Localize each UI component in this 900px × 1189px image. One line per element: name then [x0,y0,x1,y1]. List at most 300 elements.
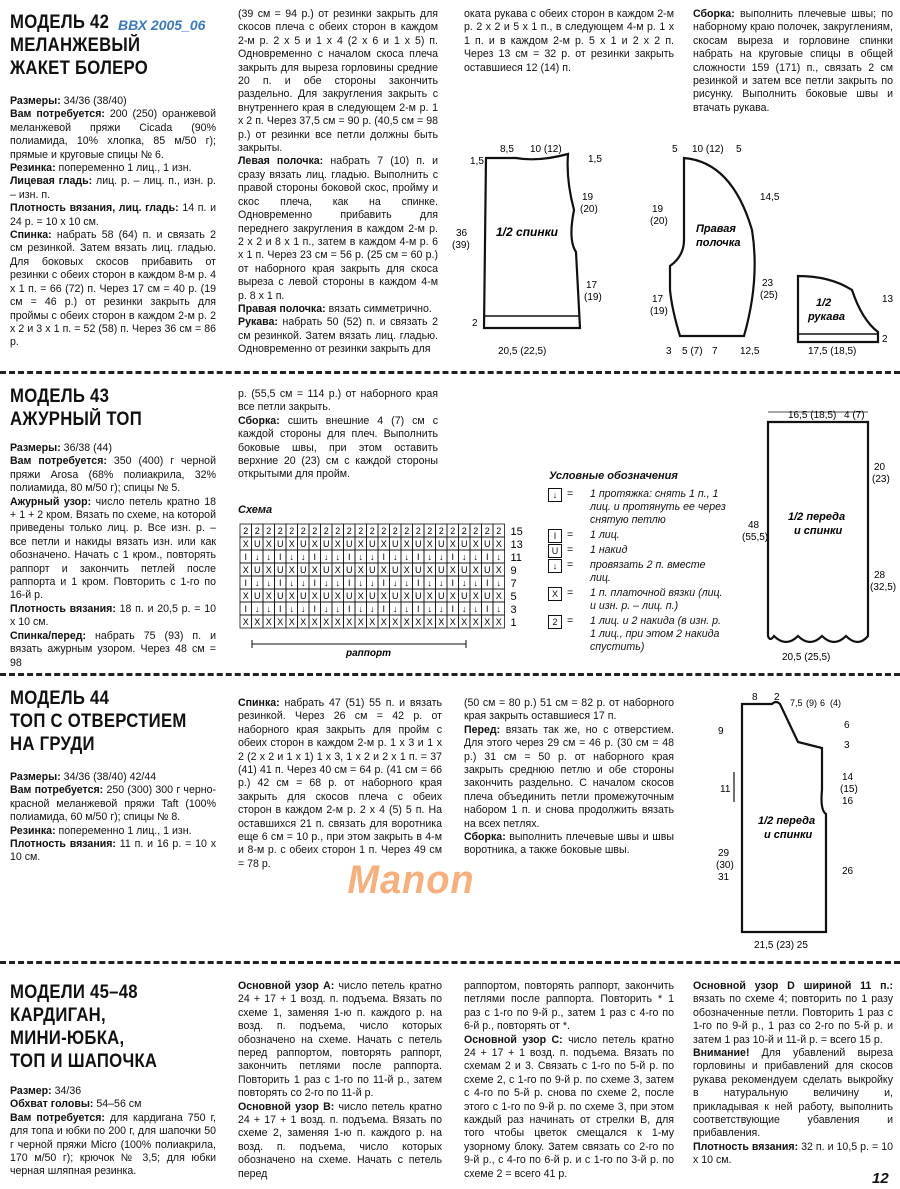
legend-item [548,559,728,585]
legend-equals: = [567,529,574,541]
chart-cell-symbol: I [244,578,248,588]
chart-cell-symbol: U [300,565,307,575]
m42-back-dim-width: 20,5 (22,5) [498,346,547,357]
paragraph-heading: Вам потребуется: [10,455,107,468]
m44-dim-t6: (4) [830,698,841,708]
m45-title-line2: КАРДИГАН, [10,1005,106,1026]
chart-cell-symbol: X [380,565,387,575]
paragraph-heading: Рукава: [238,316,278,329]
m42-front-dim-front-alt: (25) [760,290,778,301]
chart-cell-symbol: ↓ [335,578,340,588]
chart-cell-symbol: ↓ [427,604,432,614]
chart-cell-symbol: X [288,617,295,627]
chart-cell-symbol: U [323,565,330,575]
chart-cell-symbol: X [242,539,249,549]
paragraph-text: набрать 75 (93) п. и вязать ажурным узором. Через 48 см = 98 [10,629,216,669]
chart-cell-symbol: X [357,565,364,575]
m43-dim-side-alt: (32,5) [870,582,897,593]
chart-cell-symbol: U [438,565,445,575]
chart-cell-symbol: 2 [438,526,444,536]
chart-cell-symbol: ↓ [473,578,478,588]
paragraph-text: набрать 7 (10) п. и сразу вязать лиц. гладью. Выполнить с правой стороны боковой скос, пройму и скос плеча, как на спинке. Одновременно прибавить для переднего закругления в каждом 2-м р. 2 x 2 и 8 x 1 п., затем в каждом 4-м р. 6 x 1 п. Через 23 см = 56 р. (25 см = 60 р.) от наборного края закрыть для скоса выреза с левой стороны в каждом 4-м р. 8 x 1 п. [238,155,438,302]
paragraph [10,1112,216,1179]
chart-cell-symbol: ↓ [393,552,398,562]
paragraph [238,155,438,302]
chart-cell-symbol: 2 [289,526,295,536]
chart-cell-symbol: X [403,591,410,601]
chart-cell-symbol: I [313,552,317,562]
paragraph [464,1034,674,1181]
chart-row-number: 13 [510,539,523,551]
m45-column-3 [464,980,674,1181]
m42-back-dim-lower-alt: (19) [584,292,602,303]
m44-label-2: и спинки [764,829,813,841]
chart-cell-symbol: ↓ [462,604,467,614]
m43-dim-length-alt: (55,5) [742,532,769,543]
paragraph [10,630,216,670]
paragraph-text: 250 (300) 300 г черно-красной меланжевой пряжи Taft (100% полиамида, 60 м/50 г); спицы № 8. [10,784,217,824]
chart-row-number: 15 [510,526,523,538]
paragraph-heading: Основной узор D шириной 11 п.: [693,980,893,992]
chart-cell-symbol: U [254,539,261,549]
paragraph [10,229,216,350]
m42-back-dim-neck-depth: 1,5 [588,154,602,165]
paragraph-text: лиц. р. – лиц. п., изн. р. – изн. п. [10,175,216,201]
paragraph-heading: Лицевая гладь: [10,175,93,188]
m42-front-dim-lower: 17 [652,294,664,305]
paragraph-text: 34/36 (38/40) 42/44 [60,771,157,783]
chart-cell-symbol: X [357,591,364,601]
paragraph-heading: Основной узор А: [238,980,335,992]
chart-cell-symbol: U [415,539,422,549]
m44-dim-lower-alt2: 31 [718,872,730,883]
m44-title-line2: ТОП С ОТВЕРСТИЕМ [10,711,187,732]
m42-sleeve-label-2: рукава [808,311,845,323]
m42-title-line2: МЕЛАНЖЕВЫЙ [10,35,141,56]
paragraph [238,388,438,415]
m45-title-line1: МОДЕЛИ 45–48 [10,982,138,1003]
chart-cell-symbol: X [334,565,341,575]
paragraph-text: 18 п. и 20,5 р. = 10 x 10 см. [10,602,216,629]
chart-cell-symbol: U [461,565,468,575]
chart-row-number: 5 [510,591,517,603]
chart-cell-symbol: U [484,591,491,601]
chart-cell-symbol: I [451,578,455,588]
paragraph [238,415,438,482]
chart-cell-symbol: U [392,565,399,575]
chart-cell-symbol: X [426,617,433,627]
legend-text: 1 лиц. [590,529,620,541]
chart-cell-symbol: U [438,539,445,549]
m45-column-4 [693,980,893,1168]
m44-dim-lower: 29 [718,848,730,859]
m45-column-1 [10,1085,216,1179]
chart-cell-symbol: X [495,565,502,575]
chart-cell-symbol: ↓ [370,578,375,588]
paragraph-heading: Правая полочка: [238,302,326,315]
chart-cell-symbol: X [403,539,410,549]
paragraph [238,303,438,316]
m43-scheme-chart [236,520,536,660]
chart-cell-symbol: ↓ [289,552,294,562]
chart-cell-symbol: I [416,604,420,614]
m42-front-dim-top1: 5 [672,144,678,155]
paragraph [10,603,216,630]
m43-title-line2: АЖУРНЫЙ ТОП [10,409,142,430]
paragraph-heading: Размер: [10,1085,52,1097]
paragraph [693,1047,893,1141]
m43-label-1: 1/2 переда [788,511,846,523]
m42-back-dim-rib: 2 [472,318,478,329]
m42-front-dim-b4: 12,5 [740,346,760,357]
paragraph-heading: Размеры: [10,442,61,454]
paragraph-text: раппортом, повторять раппорт, закончить петлями после раппорта. Повторить * 1 раз с 1-го по 9-й р., затем 1 раз с 4-го по 6-й р., повторять от *. [464,980,674,1033]
m43-label-2: и спинки [794,525,843,537]
chart-cell-symbol: 2 [369,526,375,536]
chart-cell-symbol: ↓ [473,552,478,562]
magazine-label: ВВХ 2005_06 [118,17,206,33]
m43-diagram [740,404,900,674]
chart-cell-symbol: ↓ [358,578,363,588]
chart-cell-symbol: ↓ [370,604,375,614]
chart-cell-symbol: ↓ [301,552,306,562]
chart-cell-symbol: ↓ [255,578,260,588]
chart-cell-symbol: X [426,591,433,601]
chart-cell-symbol: 2 [473,526,479,536]
paragraph [10,771,216,784]
paragraph-heading: Вам потребуется: [10,1111,105,1124]
chart-cell-symbol: U [369,591,376,601]
chart-cell-symbol: I [244,552,248,562]
chart-cell-symbol: X [472,617,479,627]
m42-back-dim-neck: 10 (12) [530,144,562,155]
paragraph-heading: Спинка: [10,229,52,242]
chart-cell-symbol: ↓ [335,604,340,614]
m43-legend [548,488,728,656]
legend-equals: = [567,544,574,556]
m42-front-dim-armhole-alt: (20) [650,216,668,227]
m42-back-dim-armhole-alt: (20) [580,204,598,215]
chart-cell-symbol: X [265,565,272,575]
paragraph-text: число петель кратно 24 + 17 + 1 возд. п. подъема. Вязать по схемам 2 и 3. Связать с 1-го по 5-й р. по схеме 2, с 1-го по 9-й р. по схеме 3, затем с 4-го по 5-й р. снова по схеме 2, после этого с 1-го по 9-й р. по схеме 3, при этом каждый раз начинать от стрелки В, для того чтобы цветок смещался к 1-му узорному блоку. Затем связать со 2-го по 9-й р., с 4-го по 6-й р. и с 1-го по 3-й р. по схеме 2 = всего 41 р. [464,1033,674,1180]
paragraph [10,162,216,175]
m43-scheme-label: Схема [238,504,273,516]
m42-sleeve-dim-width: 17,5 (18,5) [808,346,857,357]
m44-dim-width: 21,5 (23) 25 [754,940,808,951]
chart-cell-symbol: 2 [266,526,272,536]
paragraph-heading: Плотность вязания: [10,838,116,851]
paragraph [10,838,216,865]
chart-cell-symbol: U [438,591,445,601]
legend-equals: = [567,488,574,500]
chart-cell-symbol: ↓ [324,578,329,588]
m44-dim-t3: 7,5 [790,698,803,708]
m42-front-dim-top3: 5 [736,144,742,155]
paragraph-text: 11 п. и 16 р. = 10 x 10 см. [10,838,216,864]
paragraph [10,455,216,495]
legend-item [548,615,728,654]
chart-cell-symbol: I [382,604,386,614]
chart-cell-symbol: X [311,617,318,627]
chart-cell-symbol: ↓ [473,604,478,614]
chart-cell-symbol: X [288,539,295,549]
chart-cell-symbol: ↓ [266,552,271,562]
m43-dim-armhole: 20 [874,462,886,473]
paragraph-text: вязать симметрично. [325,302,432,315]
m42-front-dim-armhole: 19 [652,204,664,215]
chart-cell-symbol: I [382,552,386,562]
chart-cell-symbol: X [495,539,502,549]
chart-cell-symbol: U [300,539,307,549]
chart-cell-symbol: ↓ [358,552,363,562]
paragraph [238,980,442,1101]
paragraph-text: 200 (250) оранжевой меланжевой пряжи Cicada (90% полиамида, 10% хлопка, 85 м/50 г); прямые и круговые спицы № 6. [10,108,216,161]
m42-front-dim-front: 23 [762,278,774,289]
paragraph [10,95,216,108]
paragraph-heading: Ажурный узор: [10,495,92,508]
paragraph-text: число петель кратно 24 + 17 + 1 возд. п. подъема. Вязать по схеме 2, заменяя 1-ю п. каждого р. на возд. п. подъема, число которых обозначено на схеме. Начать с петель перед [238,1100,442,1180]
chart-cell-symbol: X [300,617,307,627]
chart-cell-symbol: 2 [484,526,490,536]
chart-cell-symbol: 2 [300,526,306,536]
m44-dim-t2: 2 [774,692,780,703]
chart-cell-symbol: X [380,591,387,601]
paragraph-text: попеременно 1 лиц., 1 изн. [55,824,192,837]
legend-item [548,544,728,557]
chart-cell-symbol: ↓ [427,578,432,588]
chart-cell-symbol: X [484,617,491,627]
paragraph-text: набрать 58 (64) п. и связать 2 см резинкой. Затем вязать лиц. гладью. Для боковых скосов прибавить от резинки с обеих сторон в каждом 8-м р. 4 x 1 п. = 66 (72) п. Через 17 см = 40 р. (19 см = 46 р.) от резинки закрыть для проймы с обеих сторон в каждом 2-м р. 2 x 2 и 3 x 1 п. = 52 (58) п. Через 36 см = 86 р. [10,229,216,349]
m42-column-1 [10,95,216,350]
chart-cell-symbol: X [265,539,272,549]
paragraph-heading: Резинка: [10,824,56,837]
m43-dim-length: 48 [748,520,760,531]
paragraph-text: 14 п. и 24 р. = 10 x 10 см. [10,202,216,228]
chart-cell-symbol: ↓ [404,604,409,614]
chart-cell-symbol: X [380,617,387,627]
m44-dim-collar: 6 [844,720,850,731]
chart-cell-symbol: U [415,591,422,601]
chart-cell-symbol: X [426,565,433,575]
legend-symbol: X [548,587,562,601]
chart-cell-symbol: X [357,617,364,627]
m43-column-2 [238,388,438,482]
m42-title-line1: МОДЕЛЬ 42 [10,12,110,33]
chart-cell-symbol: 2 [335,526,341,536]
paragraph-text: вязать так же, но с отверстием. Для этого через 29 см = 46 р. (30 см = 48 р.) 31 см = 50 р. от наборного края закрыть среднюю петлю и обе стороны закончить раздельно. С началом скосов плеча объединить петли промежуточным набором 1 п. и снова продолжить вязать на всех петлях. [464,723,674,830]
paragraph-heading: Плотность вязания: [693,1140,799,1153]
chart-cell-symbol: 2 [323,526,329,536]
paragraph-heading: Основной узор С: [464,1033,563,1046]
m44-column-2 [238,697,442,871]
paragraph [238,697,442,871]
chart-cell-symbol: X [495,591,502,601]
m45-title-line4: ТОП И ШАПОЧКА [10,1051,158,1072]
chart-cell-symbol: ↓ [496,552,501,562]
chart-cell-symbol: I [313,604,317,614]
paragraph [238,1101,442,1181]
chart-cell-symbol: U [254,591,261,601]
m44-label-1: 1/2 переда [758,815,816,827]
chart-cell-symbol: I [278,552,282,562]
paragraph-heading: Сборка: [464,831,506,844]
m44-dim-l1: 9 [718,726,724,737]
paragraph [693,980,893,1047]
m42-column-2 [238,8,438,357]
m42-front-label-1: Правая [696,223,736,235]
chart-cell-symbol: X [346,617,353,627]
chart-cell-symbol: X [380,539,387,549]
legend-text: 1 п. платочной вязки (лиц. и изн. р. – лиц. п.) [590,587,723,612]
m43-dim-top: 16,5 (18,5) [788,410,837,421]
chart-cell-symbol: ↓ [496,604,501,614]
chart-cell-symbol: I [244,604,248,614]
chart-cell-symbol: ↓ [439,578,444,588]
m42-back-dim-lower: 17 [586,280,598,291]
m42-front-label-2: полочка [696,237,741,249]
chart-cell-symbol: I [485,578,489,588]
chart-cell-symbol: 2 [254,526,260,536]
m42-front-dim-b3: 7 [712,346,718,357]
chart-cell-symbol: ↓ [255,604,260,614]
paragraph [10,825,216,838]
paragraph-text: 32 п. и 10,5 р. = 10 x 10 см. [693,1140,893,1167]
paragraph [10,442,216,455]
chart-cell-symbol: U [461,591,468,601]
chart-cell-symbol: U [369,539,376,549]
m44-title-line3: НА ГРУДИ [10,734,95,755]
m44-dim-armhole-alt: (15) [840,784,858,795]
chart-cell-symbol: I [278,578,282,588]
m42-back-dim-height-alt: (39) [452,240,470,251]
chart-cell-symbol: X [242,565,249,575]
paragraph-text: вязать по схеме 4; повторить по 1 разу обозначенные петли. Повторить 1 раз с 1-го по 9-й р., 1 раз со 2-го по 5-й р. и затем 1 раз 10-й и 11-й р. = всего 15 р. [693,993,893,1046]
paragraph [10,1085,216,1098]
paragraph-heading: Плотность вязания, лиц. гладь: [10,202,179,215]
paragraph [238,8,438,155]
m42-back-dim-shoulder: 8,5 [500,144,514,155]
separator-3 [0,961,900,964]
chart-cell-symbol: U [254,565,261,575]
m44-column-1 [10,771,216,865]
paragraph-text: число петель кратно 24 + 17 + 1 возд. п. подъема. Вязать по схеме 1, заменяя 1-ю п. каждого р. на возд. п. подъема, число которых обозначено на схеме. Начать с петель перед раппортом, повторять раппорт, закончить петлями после раппорта. Повторить 1 раз с 1-го по 11-й р., затем повторять со 2-го по 11-й р. [238,980,442,1100]
chart-cell-symbol: U [392,539,399,549]
legend-item [548,587,728,613]
paragraph [10,496,216,603]
chart-cell-symbol: I [416,578,420,588]
paragraph-text: (50 см = 80 р.) 51 см = 82 р. от наборного края закрыть оставшиеся 17 п. [464,697,674,723]
chart-cell-symbol: ↓ [393,604,398,614]
m43-column-1 [10,442,216,670]
chart-cell-symbol: 2 [346,526,352,536]
m42-back-label: 1/2 спинки [496,225,559,239]
chart-cell-symbol: I [451,604,455,614]
chart-row-number: 3 [510,604,517,616]
paragraph [10,202,216,229]
chart-cell-symbol: 2 [404,526,410,536]
chart-cell-symbol: 2 [450,526,456,536]
chart-cell-symbol: U [369,565,376,575]
chart-cell-symbol: U [323,591,330,601]
chart-cell-symbol: X [334,617,341,627]
chart-cell-symbol: I [313,578,317,588]
legend-text: 1 протяжка: снять 1 п., 1 лиц. и протянуть ее через снятую петлю [590,488,726,526]
m44-column-3 [464,697,674,858]
chart-cell-symbol: I [347,604,351,614]
m45-title-line3: МИНИ-ЮБКА, [10,1028,125,1049]
paragraph-heading: Вам потребуется: [10,784,104,797]
m42-back-diagram [448,140,618,360]
chart-row-number: 11 [510,552,522,564]
paragraph [464,724,674,831]
chart-cell-symbol: U [277,591,284,601]
chart-cell-symbol: ↓ [335,552,340,562]
chart-cell-symbol: X [472,539,479,549]
chart-cell-symbol: I [382,578,386,588]
chart-cell-symbol: I [347,578,351,588]
chart-cell-symbol: 2 [358,526,364,536]
paragraph-text: для кардигана 750 г, для топа и юбки по 200 г, для шапочки 50 г черной пряжи Micro (100% полиакрила, 170 м/50 г); крючок № 3,5; для юбки черная шляпная резинка. [10,1111,216,1178]
legend-symbol: I [548,529,562,543]
paragraph-heading: Спинка: [238,697,280,709]
chart-cell-symbol: 2 [381,526,387,536]
m44-dim-armhole: 14 [842,772,854,783]
chart-cell-symbol: ↓ [324,604,329,614]
paragraph-heading: Перед: [464,723,501,736]
m42-sleeve-dim-rib: 2 [882,334,888,345]
m42-front-diagram [632,140,792,360]
paragraph [693,8,893,115]
chart-cell-symbol: X [323,617,330,627]
chart-cell-symbol: X [461,617,468,627]
chart-cell-symbol: X [449,591,456,601]
paragraph-text: 34/36 [51,1085,82,1097]
paragraph [693,1141,893,1168]
legend-item [548,529,728,542]
paragraph-text: выполнить плечевые швы; по наборному краю полочек, закруглениям, скосам выреза и горловине спинки набрать на круговые спицы в общей сложности 159 (171) п., связать 2 см резинкой и затем все петли закрыть по рисунку. Выполнить боковые швы и втачать рукава. [693,8,893,114]
chart-cell-symbol: X [438,617,445,627]
m44-title-line1: МОДЕЛЬ 44 [10,688,110,709]
chart-cell-symbol: 2 [461,526,467,536]
paragraph [464,980,674,1034]
paragraph-heading: Сборка: [693,8,735,20]
m42-back-dim-armhole: 19 [582,192,594,203]
legend-equals: = [567,587,574,599]
chart-cell-symbol: X [415,617,422,627]
chart-cell-symbol: X [472,565,479,575]
m42-back-dim-shoulder-drop: 1,5 [470,156,484,167]
chart-cell-symbol: ↓ [393,578,398,588]
paragraph-heading: Внимание! [693,1047,750,1060]
chart-cell-symbol: I [347,552,351,562]
chart-cell-symbol: 2 [427,526,433,536]
legend-item [548,488,728,527]
chart-cell-symbol: X [242,591,249,601]
m43-dim-side: 28 [874,570,886,581]
paragraph-text: 350 (400) г черной пряжи Arosa (68% полиакрила, 32% полиамида, 80 м/50 г); спицы № 5. [10,455,216,495]
m42-back-dim-height: 36 [456,228,468,239]
chart-cell-symbol: ↓ [301,604,306,614]
m45-column-2 [238,980,442,1181]
paragraph-heading: Левая полочка: [238,155,324,168]
m42-column-3: оката рукава с обеих сторон в каждом 2-м р. 2 x 2 и 5 x 1 п., в следующем 4-м р. 1 x 1 п. и в каждом 2-м р. 5 x 1 и 2 x 2 п. Через 13 см = 32 р. от резинки закрыть оставшиеся 12 (14) п. [464,8,674,74]
chart-cell-symbol: X [369,617,376,627]
m44-dim-hole: 11 [720,784,731,795]
chart-cell-symbol: X [311,539,318,549]
chart-cell-symbol: ↓ [496,578,501,588]
paragraph-heading: Размеры: [10,771,61,783]
legend-text: провязать 2 п. вместе лиц. [590,559,706,584]
